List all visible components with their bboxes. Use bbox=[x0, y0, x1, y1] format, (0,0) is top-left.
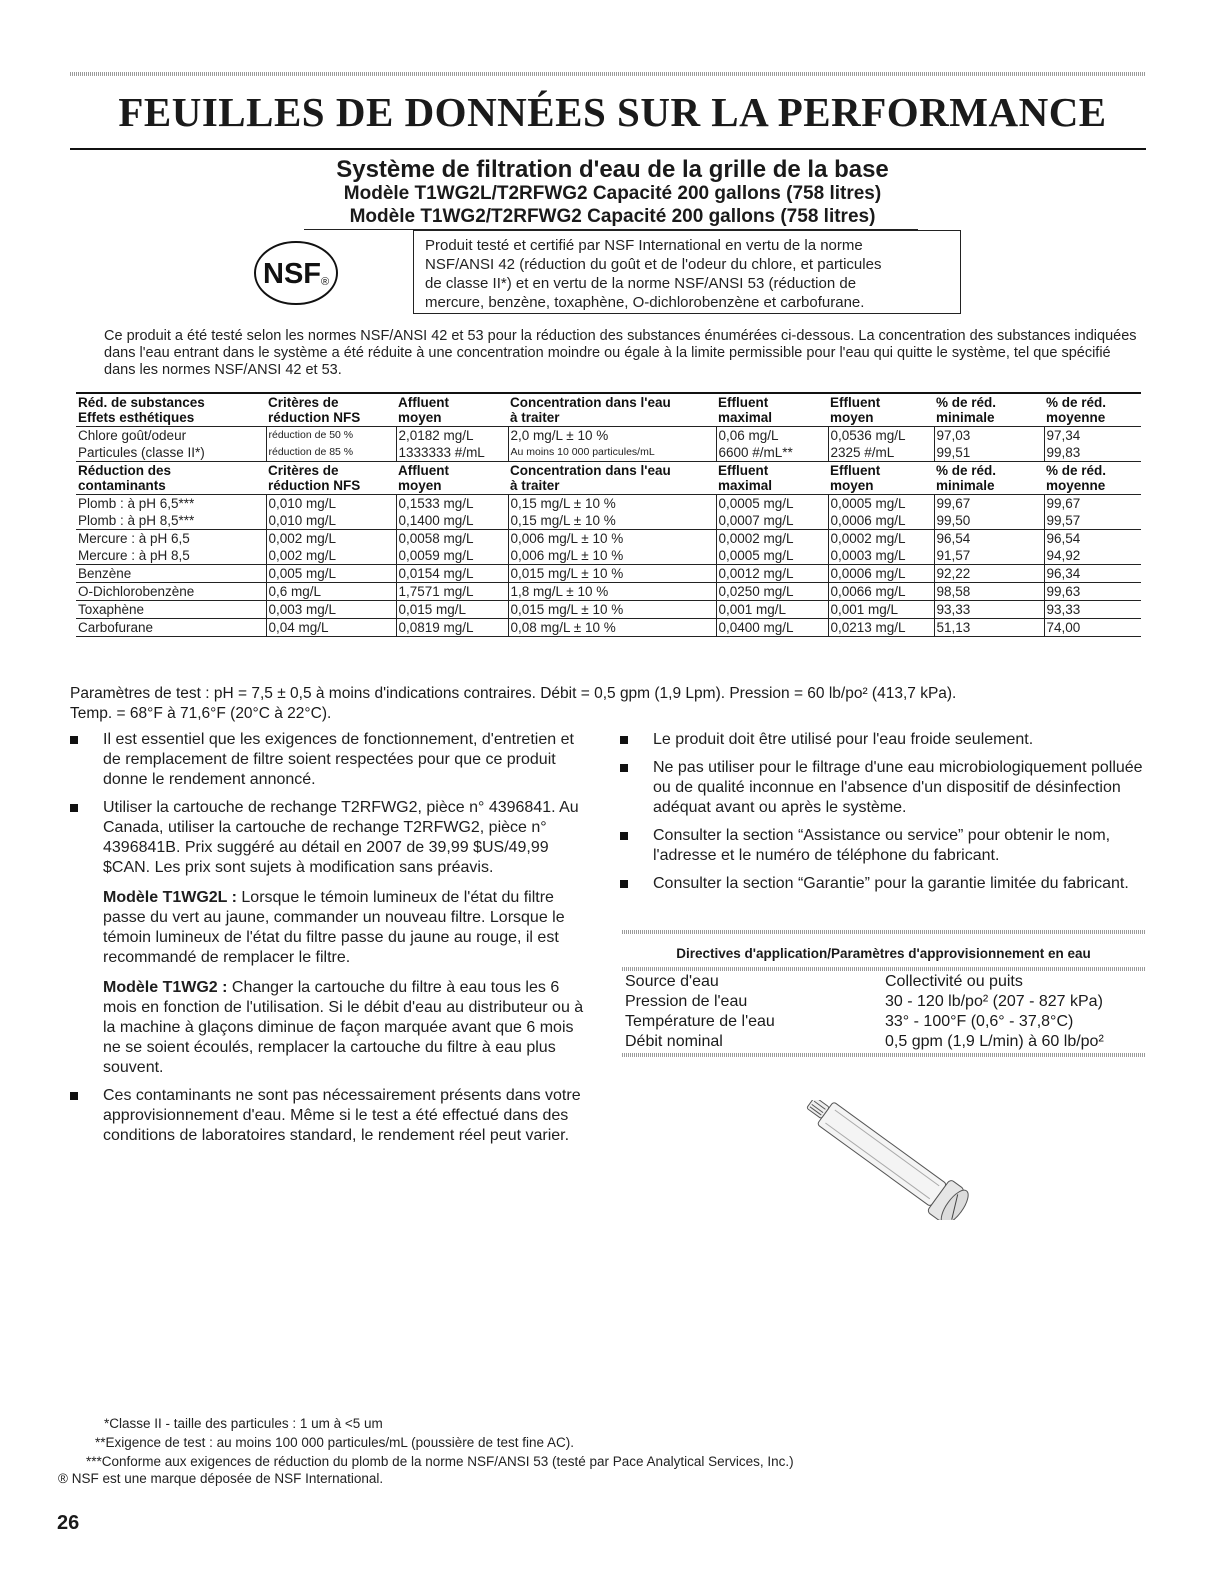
bullet-item: Le produit doit être utilisé pour l'eau froide seulement. bbox=[620, 730, 1145, 750]
table-cell: 0,06 mg/L bbox=[716, 427, 828, 445]
directives-value: 33° - 100°F (0,6° - 37,8°C) bbox=[885, 1013, 1074, 1030]
table-cell: Chlore goût/odeur bbox=[76, 427, 266, 445]
table-cell: Plomb : à pH 8,5*** bbox=[78, 513, 195, 528]
table-cell: 0,0002 mg/L bbox=[716, 530, 828, 548]
footnote: **Exigence de test : au moins 100 000 particules/mL (poussière de test fine AC). bbox=[95, 1435, 575, 1450]
table-row bbox=[76, 512, 1141, 530]
table-cell: 0,0250 mg/L bbox=[716, 583, 828, 601]
table-header-line: maximal bbox=[718, 478, 773, 493]
page-number: 26 bbox=[57, 1512, 80, 1534]
table-cell: 0,0006 mg/L bbox=[828, 565, 934, 583]
table-header-line: moyen bbox=[830, 478, 874, 493]
model-note bbox=[103, 978, 590, 1078]
table-cell: 0,0003 mg/L bbox=[828, 547, 934, 565]
table-row bbox=[76, 565, 1141, 583]
table-header-line: maximal bbox=[718, 410, 773, 425]
test-parameters bbox=[70, 684, 1150, 724]
table-cell: 99,50 bbox=[934, 512, 1044, 530]
table-header-line: Effluent bbox=[830, 463, 881, 478]
table-cell: 0,04 mg/L bbox=[266, 619, 396, 637]
table-header-row bbox=[76, 393, 1141, 427]
test-parameters-line: Paramètres de test : pH = 7,5 ± 0,5 à moins d'indications contraires. Débit = 0,5 gpm (1,9 Lpm). Pression = 60 lb/po² (413,7 kPa). bbox=[70, 685, 957, 702]
directives-table bbox=[625, 972, 1145, 1052]
certification-line: NSF/ANSI 42 (réduction du goût et de l'odeur du chlore, et particules bbox=[425, 256, 882, 273]
table-cell: 0,0066 mg/L bbox=[828, 583, 934, 601]
table-header-line: à traiter bbox=[510, 410, 560, 425]
table-header-line: % de réd. bbox=[1046, 463, 1107, 478]
table-row bbox=[76, 619, 1141, 637]
table-header-line: Affluent bbox=[398, 463, 449, 478]
directives-label: Pression de l'eau bbox=[625, 993, 748, 1010]
directives-value: Collectivité ou puits bbox=[885, 973, 1023, 990]
table-cell: 0,0400 mg/L bbox=[716, 619, 828, 637]
table-cell: Mercure : à pH 8,5 bbox=[78, 548, 190, 563]
table-cell: 0,015 mg/L bbox=[396, 601, 508, 619]
table-header-cell bbox=[828, 393, 934, 427]
table-cell: 1,8 mg/L ± 10 % bbox=[508, 583, 716, 601]
model-line-2: Modèle T1WG2/T2RFWG2 Capacité 200 gallons (758 litres) bbox=[349, 206, 876, 227]
directives-label: Température de l'eau bbox=[625, 1013, 775, 1030]
table-header-line: moyen bbox=[830, 410, 874, 425]
bullet-item bbox=[70, 730, 590, 790]
table-header-cell bbox=[266, 462, 396, 495]
test-parameters-line: Temp. = 68°F à 71,6°F (20°C à 22°C). bbox=[70, 705, 332, 722]
table-cell: 93,33 bbox=[1044, 601, 1141, 619]
table-cell: 0,15 mg/L ± 10 % bbox=[508, 495, 716, 513]
bullet-text: Il est essentiel que les exigences de fonctionnement, d'entretien et de remplacement de filtre soient respectées pour que ce produit donne le rendement annoncé. bbox=[103, 731, 574, 788]
table-cell: 0,015 mg/L ± 10 % bbox=[508, 565, 716, 583]
directives-title: Directives d'application/Paramètres d'approvisionnement en eau bbox=[676, 946, 1091, 961]
table-row bbox=[76, 530, 1141, 548]
table-header-cell bbox=[396, 462, 508, 495]
directives-label: Source d'eau bbox=[625, 973, 719, 990]
directives-row bbox=[625, 972, 1145, 992]
directives-bottom-rule bbox=[622, 1053, 1145, 1057]
bullet-item bbox=[70, 798, 590, 1078]
table-header-cell bbox=[508, 462, 716, 495]
model-note-text: Changer la cartouche du filtre à eau tous les 6 mois en fonction de l'utilisation. Si le débit d'eau au distributeur ou à la machine à glaçons diminue de façon marquée avant que 6 mois ne se soient écoulés, remplacer la cartouche du filtre à eau plus souvent. bbox=[103, 979, 584, 1076]
table-cell: 99,51 bbox=[934, 444, 1044, 462]
model-note-label: Modèle T1WG2 : bbox=[103, 979, 228, 996]
directives-label: Débit nominal bbox=[625, 1033, 723, 1050]
table-cell: 0,001 mg/L bbox=[716, 601, 828, 619]
model-note bbox=[103, 888, 590, 968]
table-header-cell bbox=[934, 462, 1044, 495]
table-header-cell bbox=[716, 462, 828, 495]
table-header-line: Effluent bbox=[718, 463, 769, 478]
table-cell: 96,54 bbox=[934, 530, 1044, 548]
table-cell: 0,010 mg/L bbox=[266, 495, 396, 513]
certification-box bbox=[413, 230, 961, 314]
table-cell: 99,67 bbox=[934, 495, 1044, 513]
table-header-line: Affluent bbox=[398, 395, 449, 410]
page-title: FEUILLES DE DONNÉES SUR LA PERFORMANCE bbox=[118, 89, 1107, 135]
model-note-text: Lorsque le témoin lumineux de l'état du filtre passe du vert au jaune, commander un nouveau filtre. Lorsque le témoin lumineux de l'état du filtre passe du jaune au rouge, il est recommandé de remplacer le filtre. bbox=[103, 889, 565, 966]
table-cell: 0,0006 mg/L bbox=[828, 512, 934, 530]
nsf-logo-mark: ® bbox=[321, 276, 330, 288]
table-header-cell bbox=[76, 393, 266, 427]
table-cell: Carbofurane bbox=[76, 619, 266, 637]
directives-row bbox=[625, 1032, 1145, 1052]
table-cell: 94,92 bbox=[1044, 547, 1141, 565]
table-cell: 6600 #/mL** bbox=[716, 444, 828, 462]
table-row bbox=[76, 444, 1141, 462]
model-line-1: Modèle T1WG2L/T2RFWG2 Capacité 200 gallons (758 litres) bbox=[343, 183, 882, 204]
table-cell: réduction de 85 % bbox=[266, 444, 396, 462]
table-cell: Au moins 10 000 particules/mL bbox=[508, 444, 716, 462]
table-header-line: % de réd. bbox=[936, 463, 997, 478]
table-cell: 0,001 mg/L bbox=[828, 601, 934, 619]
system-title: Système de filtration d'eau de la grille de la base bbox=[336, 156, 889, 183]
table-cell: 96,34 bbox=[1044, 565, 1141, 583]
directives-row bbox=[625, 1012, 1145, 1032]
directives-value: 30 - 120 lb/po² (207 - 827 kPa) bbox=[885, 993, 1103, 1010]
table-header-cell bbox=[76, 462, 266, 495]
table-cell: 99,83 bbox=[1044, 444, 1141, 462]
directives-row bbox=[625, 992, 1145, 1012]
table-row bbox=[76, 547, 1141, 565]
intro-paragraph: Ce produit a été testé selon les normes NSF/ANSI 42 et 53 pour la réduction des substances énumérées ci-dessous. La concentration des substances indiquées dans l'eau entrant dans le système a été réduite à une concentration moindre ou égale à la limite permissible pour l'eau qui quitte le système, tel que spécifié dans les normes NSF/ANSI 42 et 53. bbox=[104, 328, 1137, 378]
table-cell: Toxaphène bbox=[76, 601, 266, 619]
table-cell: 0,0012 mg/L bbox=[716, 565, 828, 583]
directives-top-rule bbox=[622, 930, 1145, 934]
table-header-line: Concentration dans l'eau bbox=[510, 395, 671, 410]
table-cell: 0,1533 mg/L bbox=[396, 495, 508, 513]
table-header-line: Réd. de substances bbox=[78, 395, 205, 410]
table-header-cell bbox=[934, 393, 1044, 427]
table-cell: 0,0007 mg/L bbox=[716, 512, 828, 530]
table-header-line: contaminants bbox=[78, 478, 166, 493]
table-cell: 99,63 bbox=[1044, 583, 1141, 601]
nsf-logo-icon bbox=[252, 240, 340, 306]
table-header-line: Critères de bbox=[268, 395, 339, 410]
table-cell: 0,0213 mg/L bbox=[828, 619, 934, 637]
table-header-cell bbox=[1044, 462, 1141, 495]
table-header-cell bbox=[1044, 393, 1141, 427]
right-bullet-list bbox=[620, 730, 1145, 902]
table-header-line: minimale bbox=[936, 410, 995, 425]
table-cell: 0,0154 mg/L bbox=[396, 565, 508, 583]
bullet-item bbox=[70, 1086, 590, 1146]
directives-value: 0,5 gpm (1,9 L/min) à 60 lb/po² bbox=[885, 1033, 1104, 1050]
model-note-label: Modèle T1WG2L : bbox=[103, 889, 237, 906]
table-cell: 0,0005 mg/L bbox=[828, 495, 934, 513]
table-cell: 0,0819 mg/L bbox=[396, 619, 508, 637]
table-row bbox=[76, 601, 1141, 619]
table-cell: O-Dichlorobenzène bbox=[76, 583, 266, 601]
table-header-cell bbox=[828, 462, 934, 495]
table-header-line: Réduction des bbox=[78, 463, 172, 478]
table-cell: 97,03 bbox=[934, 427, 1044, 445]
table-header-line: moyen bbox=[398, 410, 442, 425]
table-cell: 2325 #/mL bbox=[828, 444, 934, 462]
table-cell: 92,22 bbox=[934, 565, 1044, 583]
table-cell: 0,010 mg/L bbox=[266, 512, 396, 530]
top-dotted-rule bbox=[70, 72, 1146, 76]
left-bullet-list bbox=[70, 730, 590, 1154]
table-header-line: Effluent bbox=[718, 395, 769, 410]
table-cell: 0,08 mg/L ± 10 % bbox=[508, 619, 716, 637]
bullet-text: Utiliser la cartouche de rechange T2RFWG2, pièce n° 4396841. Au Canada, utiliser la cartouche de rechange T2RFWG2, pièce n° 4396841B. Prix suggéré au détail en 2007 de 39,99 $US/49,99 $CAN. Les prix sont sujets à modification sans préavis. bbox=[103, 799, 579, 876]
bullet-item: Ne pas utiliser pour le filtrage d'une eau microbiologiquement polluée ou de qualité inconnue en l'absence d'un dispositif de désinfection adéquat avant ou après le système. bbox=[620, 758, 1145, 818]
table-cell: 97,34 bbox=[1044, 427, 1141, 445]
table-header-line: minimale bbox=[936, 478, 995, 493]
table-header-line: % de réd. bbox=[936, 395, 997, 410]
table-cell: 0,0005 mg/L bbox=[716, 495, 828, 513]
table-cell: 98,58 bbox=[934, 583, 1044, 601]
certification-line: mercure, benzène, toxaphène, O-dichlorobenzène et carbofurane. bbox=[425, 294, 865, 311]
table-cell: 93,33 bbox=[934, 601, 1044, 619]
table-cell: 74,00 bbox=[1044, 619, 1141, 637]
table-cell: 0,002 mg/L bbox=[266, 547, 396, 565]
table-header-line: moyenne bbox=[1046, 410, 1106, 425]
table-cell: 99,67 bbox=[1044, 495, 1141, 513]
table-header-line: Effluent bbox=[830, 395, 881, 410]
bullet-item: Consulter la section “Garantie” pour la garantie limitée du fabricant. bbox=[620, 874, 1145, 894]
table-cell: 1,7571 mg/L bbox=[396, 583, 508, 601]
table-row bbox=[76, 495, 1141, 513]
footnotes bbox=[86, 1414, 794, 1471]
table-cell: 0,1400 mg/L bbox=[396, 512, 508, 530]
table-row bbox=[76, 583, 1141, 601]
table-cell: 91,57 bbox=[934, 547, 1044, 565]
table-cell: 0,003 mg/L bbox=[266, 601, 396, 619]
table-cell: 1333333 #/mL bbox=[396, 444, 508, 462]
table-header-row bbox=[76, 462, 1141, 495]
table-cell: 0,0058 mg/L bbox=[396, 530, 508, 548]
directives-title-rule bbox=[622, 967, 1145, 971]
table-cell: 0,15 mg/L ± 10 % bbox=[508, 512, 716, 530]
table-cell: Mercure : à pH 6,5 bbox=[76, 530, 266, 548]
table-cell: Benzène bbox=[76, 565, 266, 583]
table-cell: 0,0005 mg/L bbox=[716, 547, 828, 565]
table-cell: 2,0 mg/L ± 10 % bbox=[508, 427, 716, 445]
performance-table bbox=[76, 392, 1141, 637]
bullet-item: Consulter la section “Assistance ou service” pour obtenir le nom, l'adresse et le numéro de téléphone du fabricant. bbox=[620, 826, 1145, 866]
title-rule bbox=[70, 148, 1146, 150]
table-cell: 0,015 mg/L ± 10 % bbox=[508, 601, 716, 619]
table-cell: 0,6 mg/L bbox=[266, 583, 396, 601]
table-cell: 0,0002 mg/L bbox=[828, 530, 934, 548]
table-header-line: % de réd. bbox=[1046, 395, 1107, 410]
table-cell: 0,006 mg/L ± 10 % bbox=[508, 547, 716, 565]
water-filter-cartridge-image bbox=[780, 1100, 1000, 1220]
table-cell: 0,002 mg/L bbox=[266, 530, 396, 548]
table-header-line: Concentration dans l'eau bbox=[510, 463, 671, 478]
certification-line: de classe II*) et en vertu de la norme NSF/ANSI 53 (réduction de bbox=[425, 275, 857, 292]
table-header-line: à traiter bbox=[510, 478, 560, 493]
table-header-cell bbox=[266, 393, 396, 427]
bullet-text: Ces contaminants ne sont pas nécessairement présents dans votre approvisionnement d'eau. Même si le test a été effectué dans des conditions de laboratoires standard, le rendement réel peut varier. bbox=[103, 1087, 581, 1144]
table-cell: 2,0182 mg/L bbox=[396, 427, 508, 445]
table-cell: 0,0059 mg/L bbox=[396, 547, 508, 565]
nsf-logo-text: NSF bbox=[263, 258, 321, 290]
table-header-cell bbox=[396, 393, 508, 427]
certification-line: Produit testé et certifié par NSF International en vertu de la norme bbox=[425, 237, 863, 254]
footnote: ***Conforme aux exigences de réduction du plomb de la norme NSF/ANSI 53 (testé par Pace Analytical Services, Inc.) bbox=[86, 1454, 794, 1469]
table-cell: 0,0536 mg/L bbox=[828, 427, 934, 445]
table-header-line: moyenne bbox=[1046, 478, 1106, 493]
table-header-line: réduction NFS bbox=[268, 410, 361, 425]
table-cell: réduction de 50 % bbox=[266, 427, 396, 445]
table-cell: Particules (classe II*) bbox=[78, 445, 205, 460]
table-cell: 51,13 bbox=[934, 619, 1044, 637]
trademark-note: ® NSF est une marque déposée de NSF International. bbox=[58, 1471, 384, 1486]
table-header-line: Effets esthétiques bbox=[78, 410, 195, 425]
table-cell: Plomb : à pH 6,5*** bbox=[76, 495, 266, 513]
table-header-cell bbox=[716, 393, 828, 427]
table-header-cell bbox=[508, 393, 716, 427]
table-cell: 99,57 bbox=[1044, 512, 1141, 530]
table-header-line: réduction NFS bbox=[268, 478, 361, 493]
table-header-line: moyen bbox=[398, 478, 442, 493]
table-cell: 0,005 mg/L bbox=[266, 565, 396, 583]
table-cell: 96,54 bbox=[1044, 530, 1141, 548]
footnote: *Classe II - taille des particules : 1 um à <5 um bbox=[104, 1416, 383, 1431]
table-row bbox=[76, 427, 1141, 445]
table-header-line: Critères de bbox=[268, 463, 339, 478]
table-cell: 0,006 mg/L ± 10 % bbox=[508, 530, 716, 548]
